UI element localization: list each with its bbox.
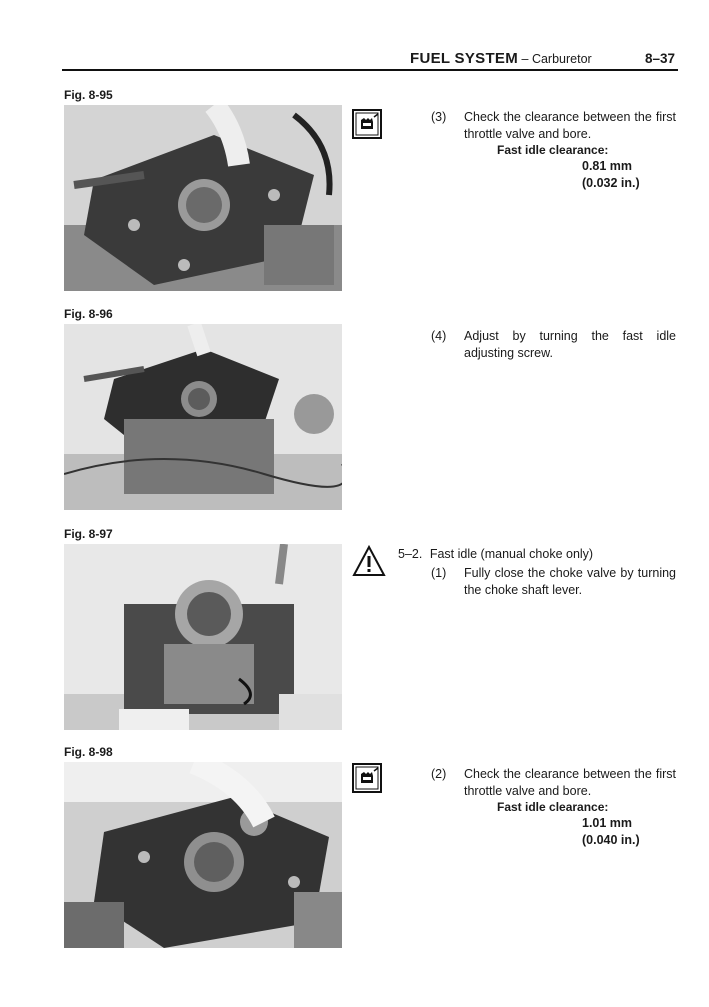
figure-photo-8-97 bbox=[64, 544, 342, 730]
header-rule bbox=[62, 69, 678, 71]
spec-value-mm: 1.01 mm bbox=[582, 816, 633, 830]
step-text: Check the clearance between the first throttle valve and bore. bbox=[464, 110, 676, 141]
figure-photo-8-98 bbox=[64, 762, 342, 948]
section-title bbox=[410, 50, 592, 67]
step-1 bbox=[431, 565, 676, 605]
figure-label: Fig. 8-97 bbox=[64, 527, 113, 541]
gauge-icon bbox=[352, 763, 382, 793]
gauge-icon bbox=[352, 109, 382, 139]
step-4 bbox=[431, 328, 676, 368]
figure-label: Fig. 8-98 bbox=[64, 745, 113, 759]
step-number: (1) bbox=[431, 566, 447, 580]
subsection-number: 5–2. bbox=[398, 547, 423, 561]
figure-photo-8-96 bbox=[64, 324, 342, 510]
step-text: Adjust by turning the fast idle adjusting screw. bbox=[464, 329, 676, 360]
spec-label: Fast idle clearance: bbox=[497, 800, 609, 814]
spec-value-in: (0.032 in.) bbox=[582, 176, 640, 190]
page-header bbox=[62, 50, 678, 68]
spec-value-mm: 0.81 mm bbox=[582, 159, 633, 173]
step-text: Fully close the choke valve by turning the choke shaft lever. bbox=[464, 566, 676, 597]
figure-label: Fig. 8-96 bbox=[64, 307, 113, 321]
caution-icon bbox=[352, 545, 386, 577]
step-number: (4) bbox=[431, 329, 447, 343]
subsection-title: Fast idle (manual choke only) bbox=[429, 547, 594, 561]
page-number: 8–37 bbox=[644, 51, 675, 66]
subsection-heading bbox=[398, 547, 593, 561]
section-subtitle: – Carburetor bbox=[518, 52, 592, 66]
figure-label: Fig. 8-95 bbox=[64, 88, 113, 102]
step-number: (3) bbox=[431, 110, 447, 124]
step-number: (2) bbox=[431, 767, 447, 781]
step-text: Check the clearance between the first throttle valve and bore. bbox=[464, 767, 676, 798]
figure-photo-8-95 bbox=[64, 105, 342, 291]
spec-value-in: (0.040 in.) bbox=[582, 833, 640, 847]
section-title-main: FUEL SYSTEM bbox=[410, 50, 519, 67]
spec-label: Fast idle clearance: bbox=[497, 143, 609, 157]
